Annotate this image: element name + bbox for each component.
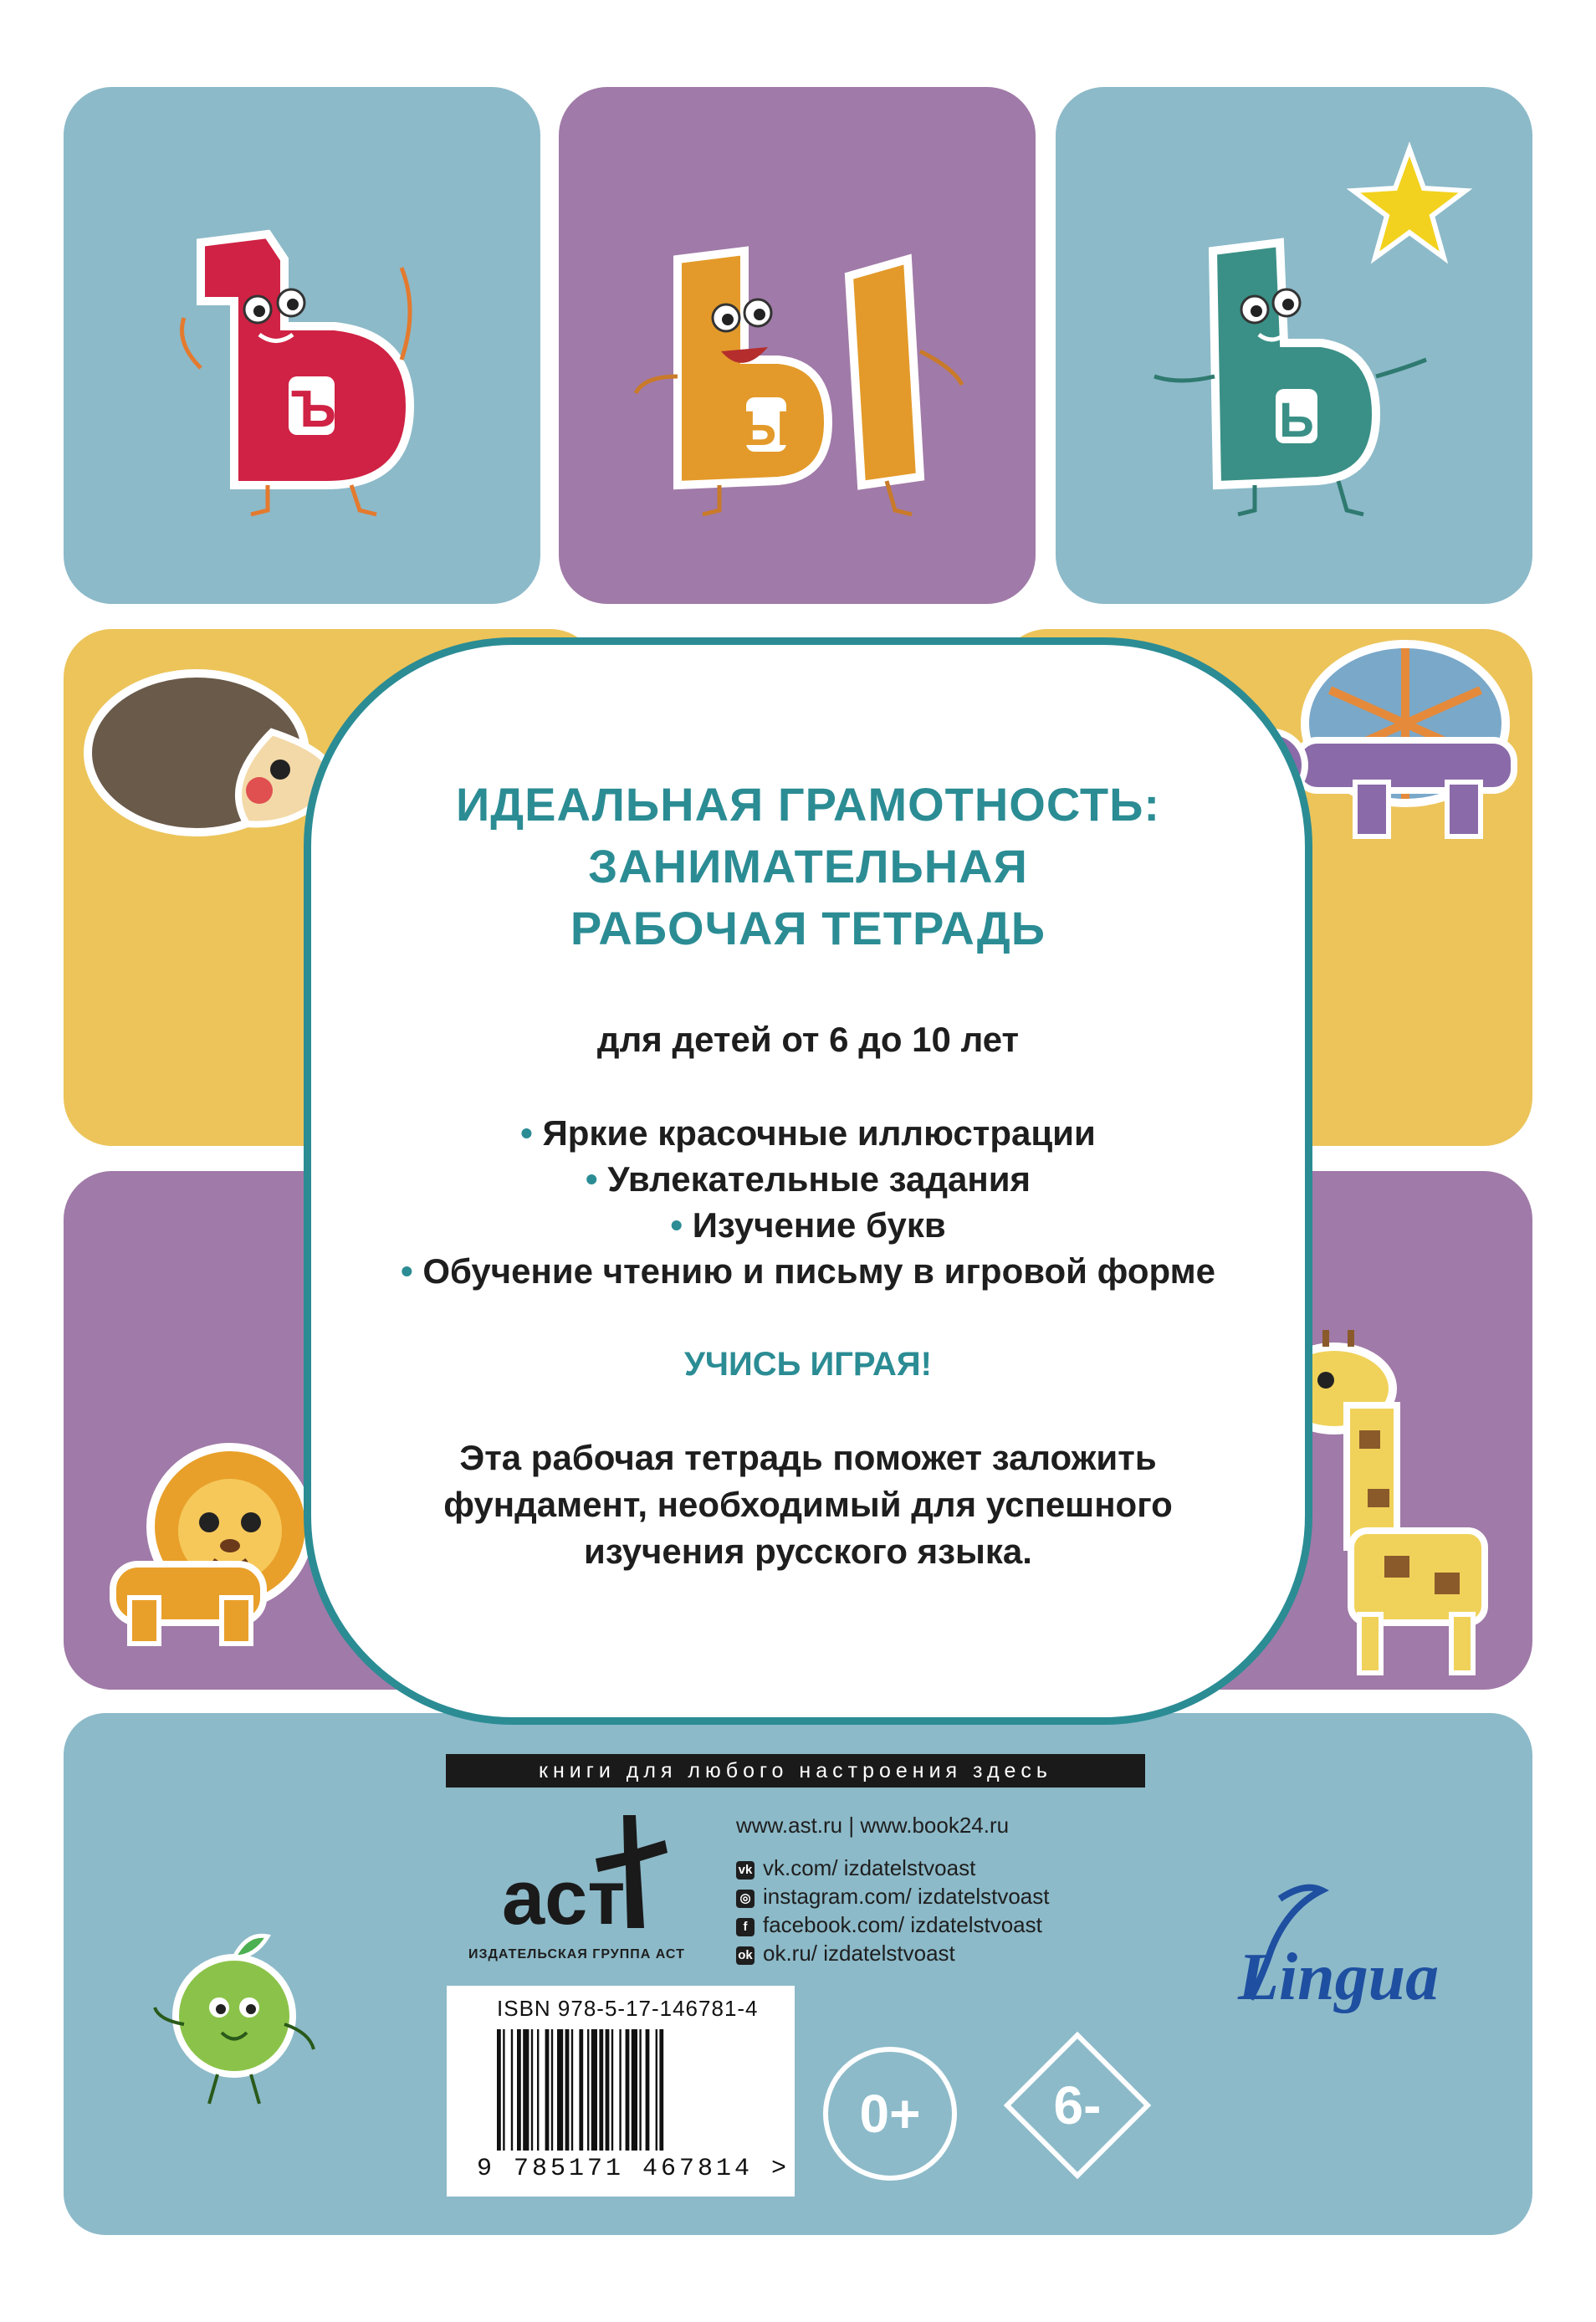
- ok-icon: ok: [736, 1946, 755, 1965]
- lion-icon: [88, 1439, 330, 1656]
- age-range: для детей от 6 до 10 лет: [596, 1020, 1020, 1059]
- slogan: УЧИСЬ ИГРАЯ!: [683, 1346, 933, 1383]
- social-link-vk[interactable]: [736, 1855, 975, 1881]
- letter-hard-sign: Ъ: [291, 381, 336, 438]
- age-rating-badge: 0+: [823, 2047, 957, 2181]
- isbn-number: ISBN 978-5-17-146781-4: [497, 1996, 759, 2021]
- feature-text: Обучение чтению и письму в игровой форме: [422, 1251, 1216, 1291]
- book-title-line-3: РАБОЧАЯ ТЕТРАДЬ: [570, 902, 1046, 954]
- facebook-icon: f: [736, 1918, 755, 1936]
- feature-text: Увлекательные задания: [607, 1159, 1031, 1199]
- star-icon: [1347, 142, 1472, 268]
- barcode-digits: 9 785171 467814 >: [477, 2155, 790, 2183]
- age-recommendation-text: 6-: [1053, 2075, 1102, 2135]
- letter-soft-sign: Ь: [1279, 393, 1314, 448]
- social-text: vk.com/ izdatelstvoast: [763, 1855, 976, 1880]
- book-title-line-1: ИДЕАЛЬНАЯ ГРАМОТНОСТЬ:: [455, 778, 1161, 831]
- social-text: facebook.com/ izdatelstvoast: [763, 1912, 1042, 1937]
- ast-publisher-logo: [485, 1807, 686, 1941]
- feature-item: [311, 1251, 1305, 1291]
- websites-link[interactable]: www.ast.ru | www.book24.ru: [736, 1813, 1010, 1838]
- publisher-logo-text: аст: [502, 1855, 626, 1941]
- feature-item: [311, 1205, 1305, 1245]
- tagline-bar: книги для любого настроения здесь: [446, 1754, 1145, 1788]
- description-line-2: фундамент, необходимый для успешного: [443, 1485, 1173, 1524]
- letter-yery: Ы: [742, 401, 790, 456]
- imprint-logo-text: Lingua: [1238, 1941, 1440, 2014]
- instagram-icon: ◎: [736, 1890, 755, 1908]
- book-title-line-2: ЗАНИМАТЕЛЬНАЯ: [588, 840, 1028, 892]
- lingua-imprint-logo: [1205, 1882, 1455, 2024]
- publisher-caption: ИЗДАТЕЛЬСКАЯ ГРУППА АСТ: [468, 1947, 685, 1961]
- isbn-barcode-box: [447, 1986, 795, 2197]
- feature-item: [311, 1159, 1305, 1199]
- feature-text: Яркие красочные иллюстрации: [542, 1113, 1096, 1153]
- feature-text: Изучение букв: [692, 1205, 946, 1245]
- description-line-1: Эта рабочая тетрадь поможет заложить: [459, 1438, 1157, 1477]
- social-link-facebook[interactable]: [736, 1912, 1042, 1938]
- bullet-icon: •: [670, 1205, 683, 1245]
- yery-character: [619, 226, 970, 527]
- apple-character-icon: [151, 1915, 318, 2108]
- barcode-icon: [497, 2029, 748, 2155]
- hard-sign-character: [167, 209, 435, 527]
- age-recommendation-badge: [1002, 2030, 1153, 2181]
- social-link-ok[interactable]: [736, 1941, 955, 1967]
- description-line-3: изучения русского языка.: [584, 1532, 1032, 1571]
- feature-item: [311, 1113, 1305, 1153]
- social-text: ok.ru/ izdatelstvoast: [763, 1941, 955, 1966]
- social-link-instagram[interactable]: [736, 1884, 1049, 1910]
- bullet-icon: •: [400, 1251, 413, 1291]
- vk-icon: vk: [736, 1861, 755, 1880]
- bullet-icon: •: [520, 1113, 533, 1153]
- description-card: [304, 637, 1312, 1725]
- bullet-icon: •: [585, 1159, 598, 1199]
- social-text: instagram.com/ izdatelstvoast: [763, 1884, 1050, 1909]
